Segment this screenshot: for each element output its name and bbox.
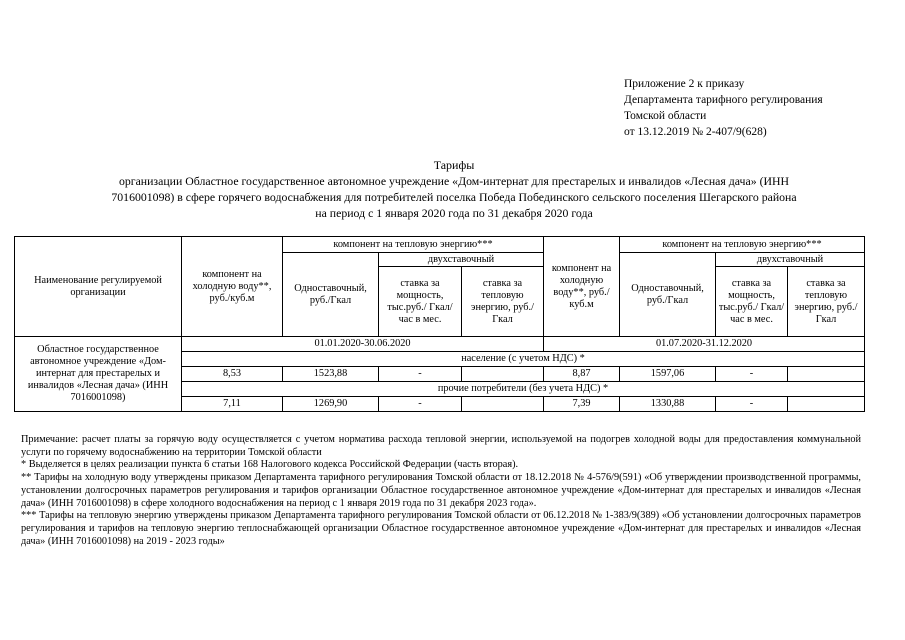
cell-value: 7,11 [182,397,283,412]
cell-value [462,367,544,382]
notes-section [21,434,861,548]
header-capacity-rate-p2: ставка за мощность, тыс.руб./ Гкал/час в мес. [716,267,788,337]
note-heat-energy: *** Тарифы на тепловую энергию утверждены приказом Департамента тарифного регулирования Томской области от 06.12.2018 № 1-383/9(389) «Об установлении долгосрочных параметров регулирования и тарифов на тепловую энергию теплоснабжающей организации Областное государственное автономное учреждение «Дом-интернат для престарелых и инвалидов «Лесная дача» (ИНН 7016001098) на 2019 - 2023 годы» [21,510,861,547]
consumer-group-population: население (с учетом НДС) * [182,352,865,367]
title-line-2: 7016001098) в сфере горячего водоснабжения для потребителей поселка Победа Побединского сельского поселения Шегарского района [111,190,797,204]
note-vat: * Выделяется в целях реализации пункта 6 статьи 168 Налогового кодекса Российской Федерации (часть вторая). [21,459,519,471]
cell-value: - [379,367,462,382]
title-heading: Тарифы [433,158,475,172]
cell-value [788,397,865,412]
cell-value: 1330,88 [620,397,716,412]
header-capacity-rate-p1: ставка за мощность, тыс.руб./ Гкал/час в мес. [379,267,462,337]
header-single-rate-p2: Одноставочный, руб./Гкал [620,253,716,337]
document-title [14,157,894,221]
appendix-line-2: Департамента тарифного регулирования [624,94,823,106]
header-two-rate-p2: двухставочный [716,253,865,267]
cell-value [788,367,865,382]
cell-value: 7,39 [544,397,620,412]
header-cold-water-p1: компонент на холодную воду**, руб./куб.м [182,237,283,337]
appendix-line-3: Томской области [624,110,707,122]
period-1: 01.01.2020-30.06.2020 [182,337,544,352]
title-line-1: организации Областное государственное автономное учреждение «Дом-интернат для престарелых и инвалидов «Лесная дача» (ИНН [118,174,790,188]
note-main: Примечание: расчет платы за горячую воду осуществляется с учетом норматива расхода тепловой энергии, используемой на подогрев холодной воды для предоставления коммунальной услуги по горячему водоснабжению на территории Томской области [21,434,861,458]
period-2: 01.07.2020-31.12.2020 [544,337,865,352]
title-line-3: на период с 1 января 2020 года по 31 декабря 2020 года [315,206,593,220]
cell-value: - [379,397,462,412]
cell-value [462,397,544,412]
header-single-rate-p1: Одноставочный, руб./Гкал [283,253,379,337]
header-cold-water-p2: компонент на холодную воду**, руб./куб.м [544,237,620,337]
header-org: Наименование регулируемой организации [15,237,182,337]
note-cold-water: ** Тарифы на холодную воду утверждены приказом Департамента тарифного регулирования Томской области от 18.12.2018 № 4-576/9(591) «Об утверждении производственной программы, установлении долгосрочных параметров регулирования и тарифов организации Областное государственное автономное учреждение «Дом-интернат для престарелых и инвалидов «Лесная дача» (ИНН 7016001098) в сфере холодного водоснабжения на период с 1 января 2019 года по 31 декабря 2023 года». [21,472,861,509]
cell-value: 1523,88 [283,367,379,382]
consumer-group-other: прочие потребители (без учета НДС) * [182,382,865,397]
cell-value: 8,87 [544,367,620,382]
header-two-rate-p1: двухставочный [379,253,544,267]
header-energy-rate-p1: ставка за тепловую энергию, руб./Гкал [462,267,544,337]
appendix-line-1: Приложение 2 к приказу [624,78,745,90]
tariff-table [14,236,865,412]
cell-value: 8,53 [182,367,283,382]
appendix-line-4: от 13.12.2019 № 2-407/9(628) [624,126,767,138]
appendix-header [624,76,823,140]
header-heat-group-p2: компонент на тепловую энергию*** [620,237,865,253]
cell-value: 1597,06 [620,367,716,382]
cell-value: - [716,367,788,382]
cell-value: 1269,90 [283,397,379,412]
header-energy-rate-p2: ставка за тепловую энергию, руб./Гкал [788,267,865,337]
header-heat-group-p1: компонент на тепловую энергию*** [283,237,544,253]
org-name-cell: Областное государственное автономное учреждение «Дом-интернат для престарелых и инвалидов «Лесная дача» (ИНН 7016001098) [15,337,182,412]
cell-value: - [716,397,788,412]
